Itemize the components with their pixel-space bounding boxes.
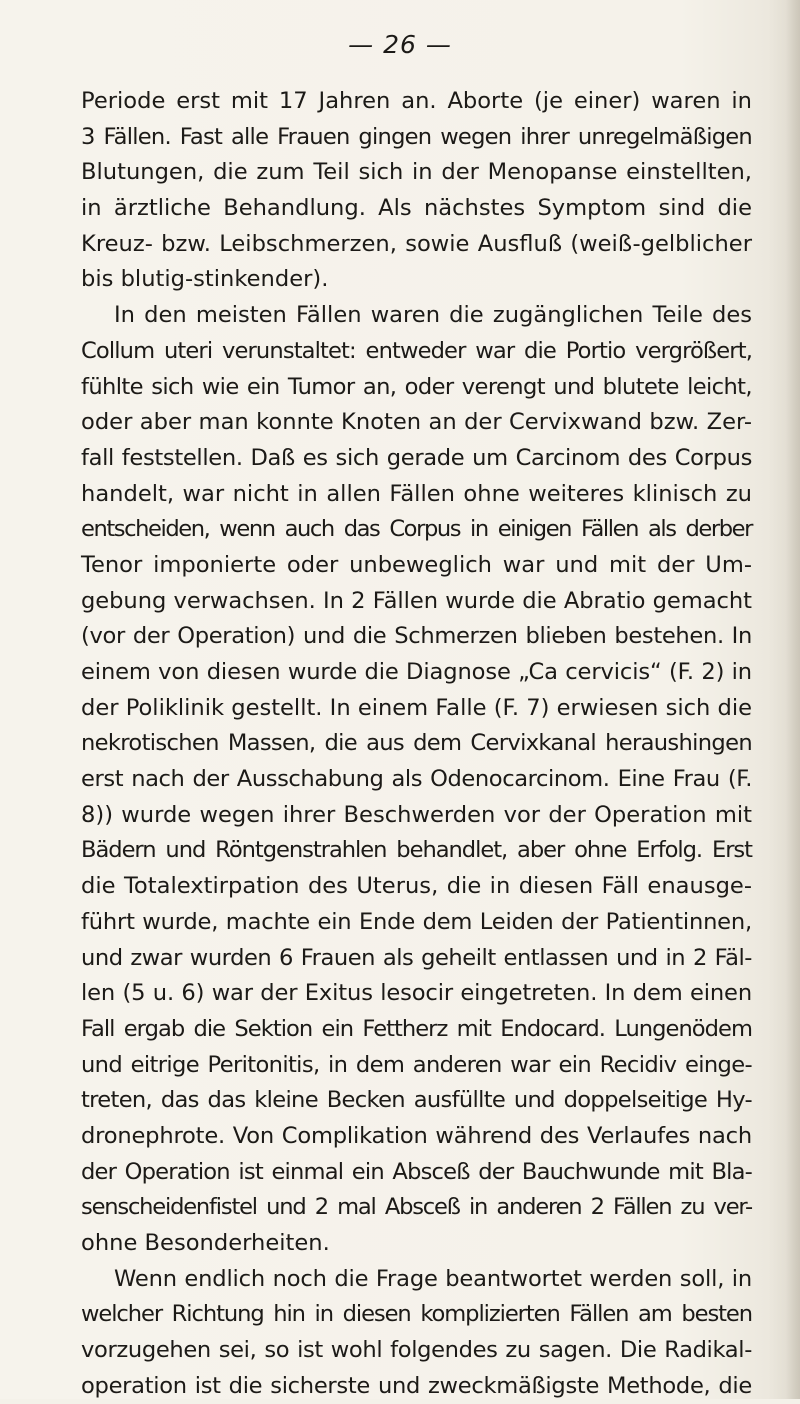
text-line: der Poliklinik gestellt. In einem Falle (F. 7) erwiesen sich die (81, 694, 752, 721)
text-line: vorzugehen sei, so ist wohl folgendes zu sagen. Die Radikal- (81, 1337, 752, 1364)
text-line: gebung verwachsen. In 2 Fällen wurde die Abratio gemacht (81, 587, 752, 614)
text-line: und eitrige Peritonitis, in dem anderen war ein Recidiv einge- (81, 1051, 752, 1078)
text-line: führt wurde, machte ein Ende dem Leiden der Patientinnen, (81, 908, 752, 935)
text-line: in ärztliche Behandlung. Als nächstes Symptom sind die (81, 195, 752, 222)
text-line: fall feststellen. Daß es sich gerade um Carcinom des Corpus (81, 444, 752, 471)
text-line: welcher Richtung hin in diesen komplizierten Fällen am besten (81, 1301, 752, 1328)
text-line: Periode erst mit 17 Jahren an. Aborte (je einer) waren in (81, 88, 752, 114)
text-line: Bädern und Röntgenstrahlen behandlet, aber ohne Erfolg. Erst (81, 837, 752, 864)
text-line: die Totalextirpation des Uterus, die in diesen Fäll enausge- (81, 873, 752, 900)
text-line: Kreuz- bzw. Leibschmerzen, sowie Ausfluß (weiß-gelblicher (81, 230, 752, 257)
text-line: 3 Fällen. Fast alle Frauen gingen wegen ihrer unregelmäßigen (81, 123, 752, 150)
text-line: einem von diesen wurde die Diagnose „Ca cervicis“ (F. 2) in (81, 659, 752, 685)
text-line: dronephrote. Von Complikation während des Verlaufes nach (81, 1122, 752, 1149)
page-edge-shadow (786, 0, 800, 1399)
text-line: nekrotischen Massen, die aus dem Cervixkanal heraushingen (81, 730, 752, 757)
text-line: (vor der Operation) und die Schmerzen blieben bestehen. In (81, 623, 752, 650)
text-line: und zwar wurden 6 Frauen als geheilt entlassen und in 2 Fäl- (81, 944, 752, 971)
text-line: ohne Besonderheiten. (81, 1230, 330, 1256)
text-line: In den meisten Fällen waren die zugänglichen Teile des (114, 302, 752, 329)
text-line: fühlte sich wie ein Tumor an, oder verengt und blutete leicht, (81, 373, 752, 400)
text-line: entscheiden, wenn auch das Corpus in einigen Fällen als derber (81, 516, 752, 543)
text-line: len (5 u. 6) war der Exitus lesocir eingetreten. In dem einen (81, 980, 752, 1007)
text-line: Wenn endlich noch die Frage beantwortet werden soll, in (114, 1265, 752, 1292)
text-line: handelt, war nicht in allen Fällen ohne weiteres klinisch zu (81, 480, 752, 507)
text-line: bis blutig-stinkender). (81, 266, 329, 293)
text-line: erst nach der Ausschabung als Odenocarcinom. Eine Frau (F. (81, 766, 752, 793)
text-line: senscheidenfistel und 2 mal Absceß in anderen 2 Fällen zu ver- (81, 1194, 752, 1221)
page-number: — 26 — (348, 30, 452, 59)
text-line: 8)) wurde wegen ihrer Beschwerden vor der Operation mit (81, 801, 752, 828)
text-line: Collum uteri verunstaltet: entweder war die Portio vergrößert, (81, 337, 752, 364)
body-text (81, 84, 752, 1404)
text-line: der Operation ist einmal ein Absceß der Bauchwunde mit Bla- (81, 1158, 752, 1185)
text-line: Tenor imponierte oder unbeweglich war und mit der Um- (81, 551, 752, 578)
text-line: Fall ergab die Sektion ein Fettherz mit Endocard. Lungenödem (81, 1015, 752, 1042)
text-line: Blutungen, die zum Teil sich in der Menopanse einstellten, (81, 159, 752, 186)
text-line: treten, das das kleine Becken ausfüllte und doppelseitige Hy- (81, 1087, 752, 1114)
text-line: oder aber man konnte Knoten an der Cervixwand bzw. Zer- (81, 409, 752, 436)
text-line: operation ist die sicherste und zweckmäßigste Methode, die (81, 1372, 752, 1399)
